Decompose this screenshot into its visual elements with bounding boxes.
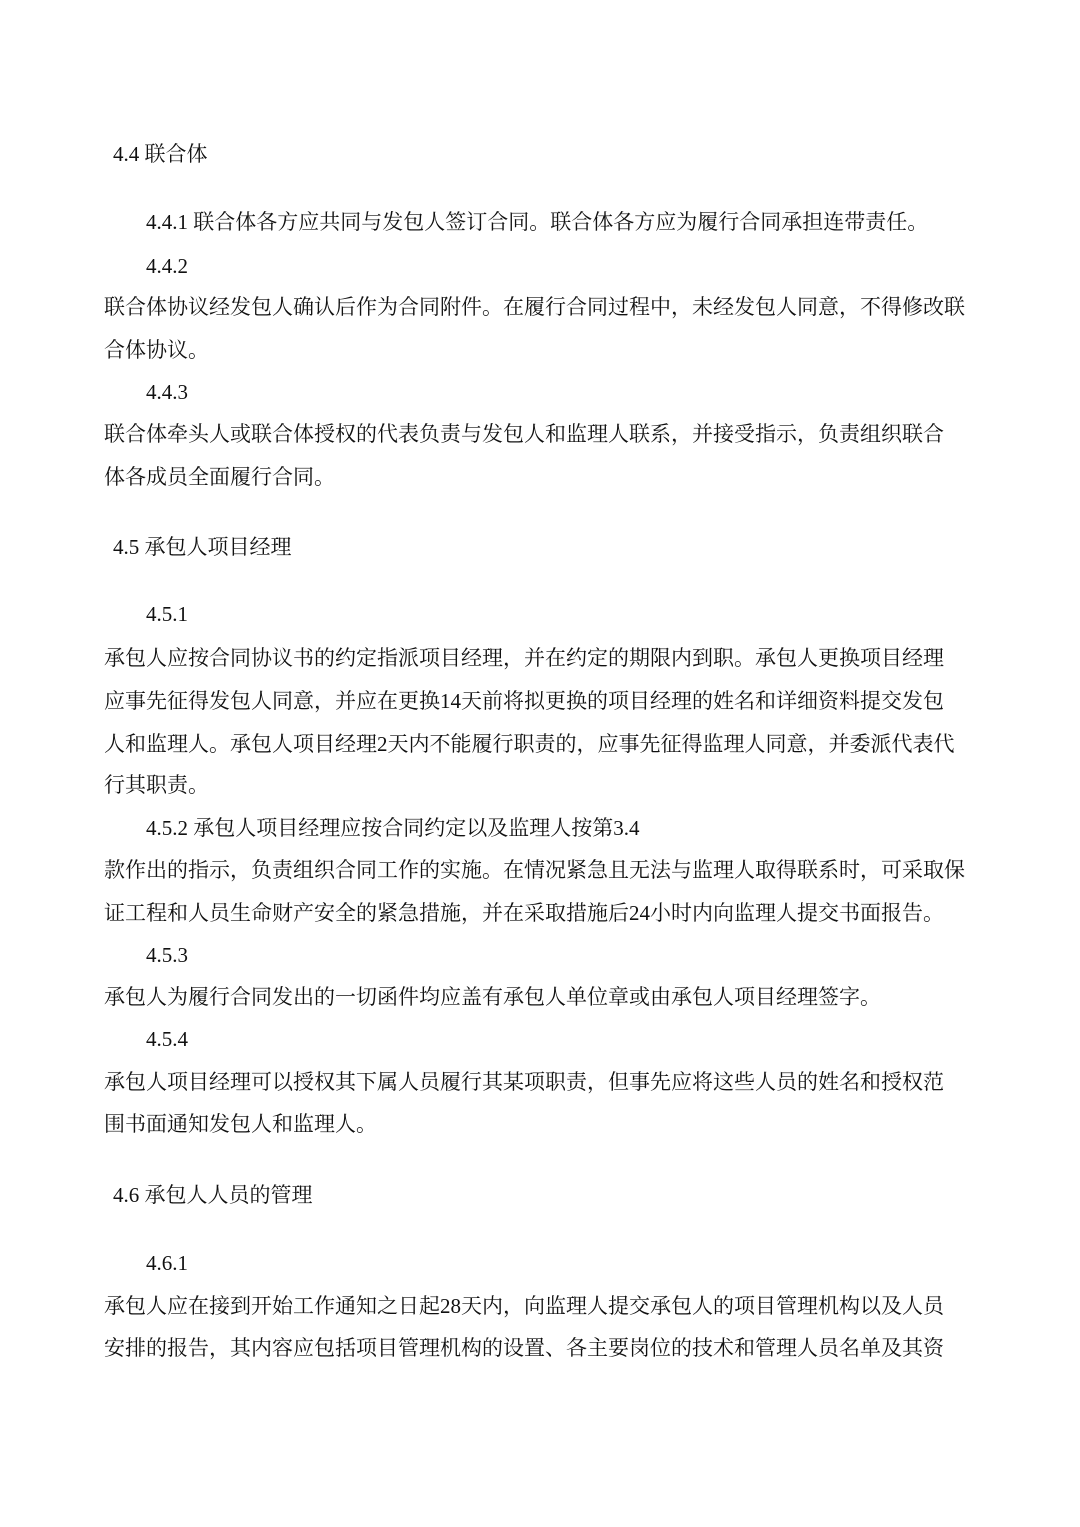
section-heading: 4.4 联合体 [113,142,208,166]
clause-text-line: 安排的报告，其内容应包括项目管理机构的设置、各主要岗位的技术和管理人员名单及其资 [104,1336,944,1360]
clause-text-line: 联合体牵头人或联合体授权的代表负责与发包人和监理人联系，并接受指示，负责组织联合 [104,422,944,446]
clause-number: 4.5.1 [146,602,188,626]
section-heading: 4.6 承包人人员的管理 [113,1183,313,1207]
section-heading: 4.5 承包人项目经理 [113,535,292,559]
clause-text-line: 承包人为履行合同发出的一切函件均应盖有承包人单位章或由承包人项目经理签字。 [104,985,881,1009]
clause-text-line: 体各成员全面履行合同。 [104,465,335,489]
clause-text-line: 证工程和人员生命财产安全的紧急措施，并在采取措施后24小时内向监理人提交书面报告。 [104,901,944,925]
clause-number: 4.4.2 [146,254,188,278]
clause-text-line: 联合体协议经发包人确认后作为合同附件。在履行合同过程中，未经发包人同意，不得修改联 [104,295,965,319]
clause-text-line: 承包人应在接到开始工作通知之日起28天内，向监理人提交承包人的项目管理机构以及人员 [104,1294,944,1318]
clause-number: 4.6.1 [146,1251,188,1275]
clause-text-line: 人和监理人。承包人项目经理2天内不能履行职责的，应事先征得监理人同意，并委派代表代 [104,732,955,756]
clause-text-line: 应事先征得发包人同意，并应在更换14天前将拟更换的项目经理的姓名和详细资料提交发包 [104,689,944,713]
clause-text-line: 承包人项目经理可以授权其下属人员履行其某项职责，但事先应将这些人员的姓名和授权范 [104,1070,944,1094]
clause-text-line: 合体协议。 [104,338,209,362]
clause-number: 4.4.3 [146,380,188,404]
clause-number: 4.5.4 [146,1027,188,1051]
clause-text-line: 承包人应按合同协议书的约定指派项目经理，并在约定的期限内到职。承包人更换项目经理 [104,646,944,670]
clause-lead: 4.5.2 承包人项目经理应按合同约定以及监理人按第3.4 [146,816,640,840]
clause-text-line: 款作出的指示，负责组织合同工作的实施。在情况紧急且无法与监理人取得联系时，可采取保 [104,858,965,882]
clause-lead: 4.4.1 联合体各方应共同与发包人签订合同。联合体各方应为履行合同承担连带责任。 [146,210,929,234]
clause-number: 4.5.3 [146,943,188,967]
clause-text-line: 行其职责。 [104,773,209,797]
clause-text-line: 围书面通知发包人和监理人。 [104,1112,377,1136]
